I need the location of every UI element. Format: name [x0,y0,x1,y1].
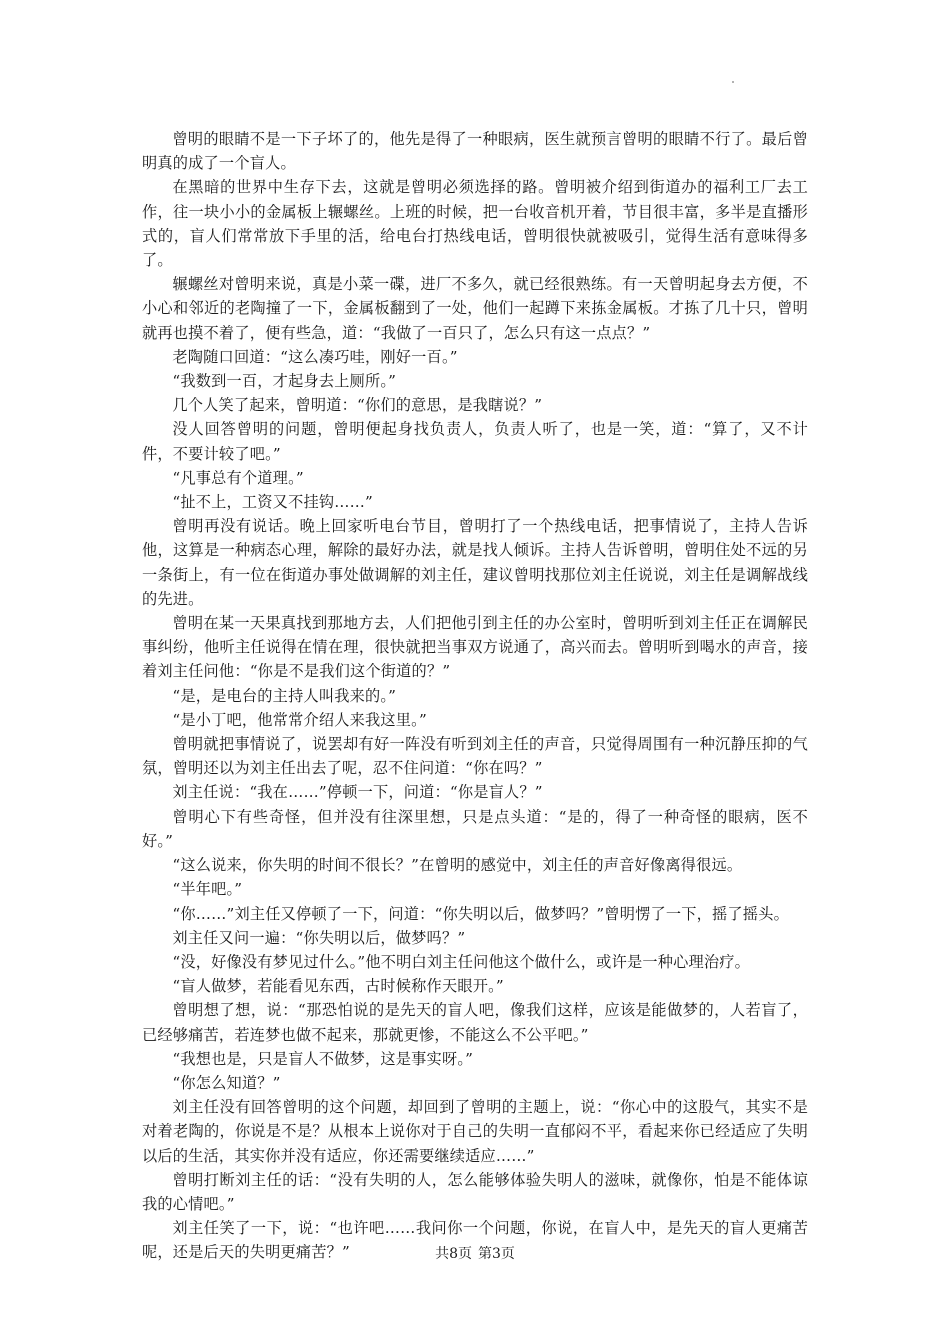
scan-speck [732,81,734,83]
paragraph: “我数到一百，才起身去上厕所。” [172,372,397,391]
paragraph: “是小丁吧，他常常介绍人来我这里。” [172,710,427,729]
paragraph: 曾明的眼睛不是一下子坏了的，他先是得了一种眼病，医生就预言曾明的眼睛不行了。最后曾明真的成了一个盲人。 [142,130,808,173]
paragraph: “是，是电台的主持人叫我来的。” [172,686,397,705]
paragraph: 曾明打断刘主任的话：“没有失明的人，怎么能够体验失明人的滋味，就像你，怕是不能体谅我的心情吧。” [142,1170,808,1213]
page-current: 第3页 [478,1246,515,1262]
paragraph: “没，好像没有梦见过什么。”他不明白刘主任问他这个做什么，或许是一种心理治疗。 [172,952,751,971]
paragraph: 刘主任说：“我在……”停顿一下，问道：“你是盲人？” [172,783,543,802]
paragraph: “这么说来，你失明的时间不很长？”在曾明的感觉中，刘主任的声音好像离得很远。 [172,856,743,875]
paragraph: “扯不上，工资又不挂钩……” [172,493,373,512]
paragraph: 在黑暗的世界中生存下去，这就是曾明必须选择的路。曾明被介绍到街道办的福利工厂去工作，往一块小小的金属板上辗螺丝。上班的时候，把一台收音机开着，节目很丰富，多半是直播形式的，盲人们常常放下手里的活，给电台打热线电话，曾明很快就被吸引，觉得生活有意味得多了。 [142,178,808,270]
paragraph: 曾明就把事情说了，说罢却有好一阵没有听到刘主任的声音，只觉得周围有一种沉静压抑的气氛，曾明还以为刘主任出去了呢，忍不住问道：“你在吗？” [142,735,808,778]
page-footer [0,1245,950,1263]
paragraph: 曾明再没有说话。晚上回家听电台节目，曾明打了一个热线电话，把事情说了，主持人告诉他，这算是一种病态心理，解除的最好办法，就是找人倾诉。主持人告诉曾明，曾明住处不远的另一条街上，有一位在街道办事处做调解的刘主任，建议曾明找那位刘主任说说，刘主任是调解战线的先进。 [142,517,808,608]
paragraph: “你……”刘主任又停顿了一下，问道：“你失明以后，做梦吗？”曾明愣了一下，摇了摇头。 [172,904,789,923]
page-total: 共8页 [435,1246,472,1262]
paragraph: “凡事总有个道理。” [172,468,304,487]
paragraph: 刘主任笑了一下，说：“也许吧……我问你一个问题，你说，在盲人中，是先天的盲人更痛苦呢，还是后天的失明更痛苦？” [142,1219,808,1262]
paragraph: 曾明想了想，说：“那恐怕说的是先天的盲人吧，像我们这样，应该是能做梦的，人若盲了，已经够痛苦，若连梦也做不起来，那就更惨，不能这么不公平吧。” [142,1001,808,1044]
paragraph: 刘主任又问一遍：“你失明以后，做梦吗？” [172,928,466,947]
paragraph: 刘主任没有回答曾明的这个问题，却回到了曾明的主题上，说：“你心中的这股气，其实不是对着老陶的，你说是不是？从根本上说你对于自己的失明一直郁闷不平，看起来你已经适应了失明以后的生活，其实你并没有适应，你还需要继续适应……” [142,1098,808,1165]
paragraph: “我想也是，只是盲人不做梦，这是事实呀。” [172,1049,474,1068]
paragraph: 老陶随口回道：“这么凑巧哇，刚好一百。” [172,347,458,366]
paragraph: 辗螺丝对曾明来说，真是小菜一碟，进厂不多久，就已经很熟练。有一天曾明起身去方便，不小心和邻近的老陶撞了一下，金属板翻到了一处，他们一起蹲下来拣金属板。才拣了几十只，曾明就再也摸不着了，便有些急，道：“我做了一百只了，怎么只有这一点点？” [142,275,808,342]
paragraph: “半年吧。” [172,880,243,899]
paragraph: 曾明在某一天果真找到那地方去，人们把他引到主任的办公室时，曾明听到刘主任正在调解民事纠纷，他听主任说得在情在理，很快就把当事双方说通了，高兴而去。曾明听到喝水的声音，接着刘主任问他：“你是不是我们这个街道的？” [142,614,808,681]
paragraph: 没人回答曾明的问题，曾明便起身找负责人，负责人听了，也是一笑，道：“算了，又不计件，不要计较了吧。” [142,420,808,463]
paragraph: “你怎么知道？” [172,1073,281,1092]
paragraph: 几个人笑了起来，曾明道：“你们的意思，是我瞎说？” [172,396,543,415]
article-body [142,127,808,1265]
paragraph: “盲人做梦，若能看见东西，古时候称作天眼开。” [172,977,504,996]
paragraph: 曾明心下有些奇怪，但并没有往深里想，只是点头道：“是的，得了一种奇怪的眼病，医不好。” [142,807,808,850]
